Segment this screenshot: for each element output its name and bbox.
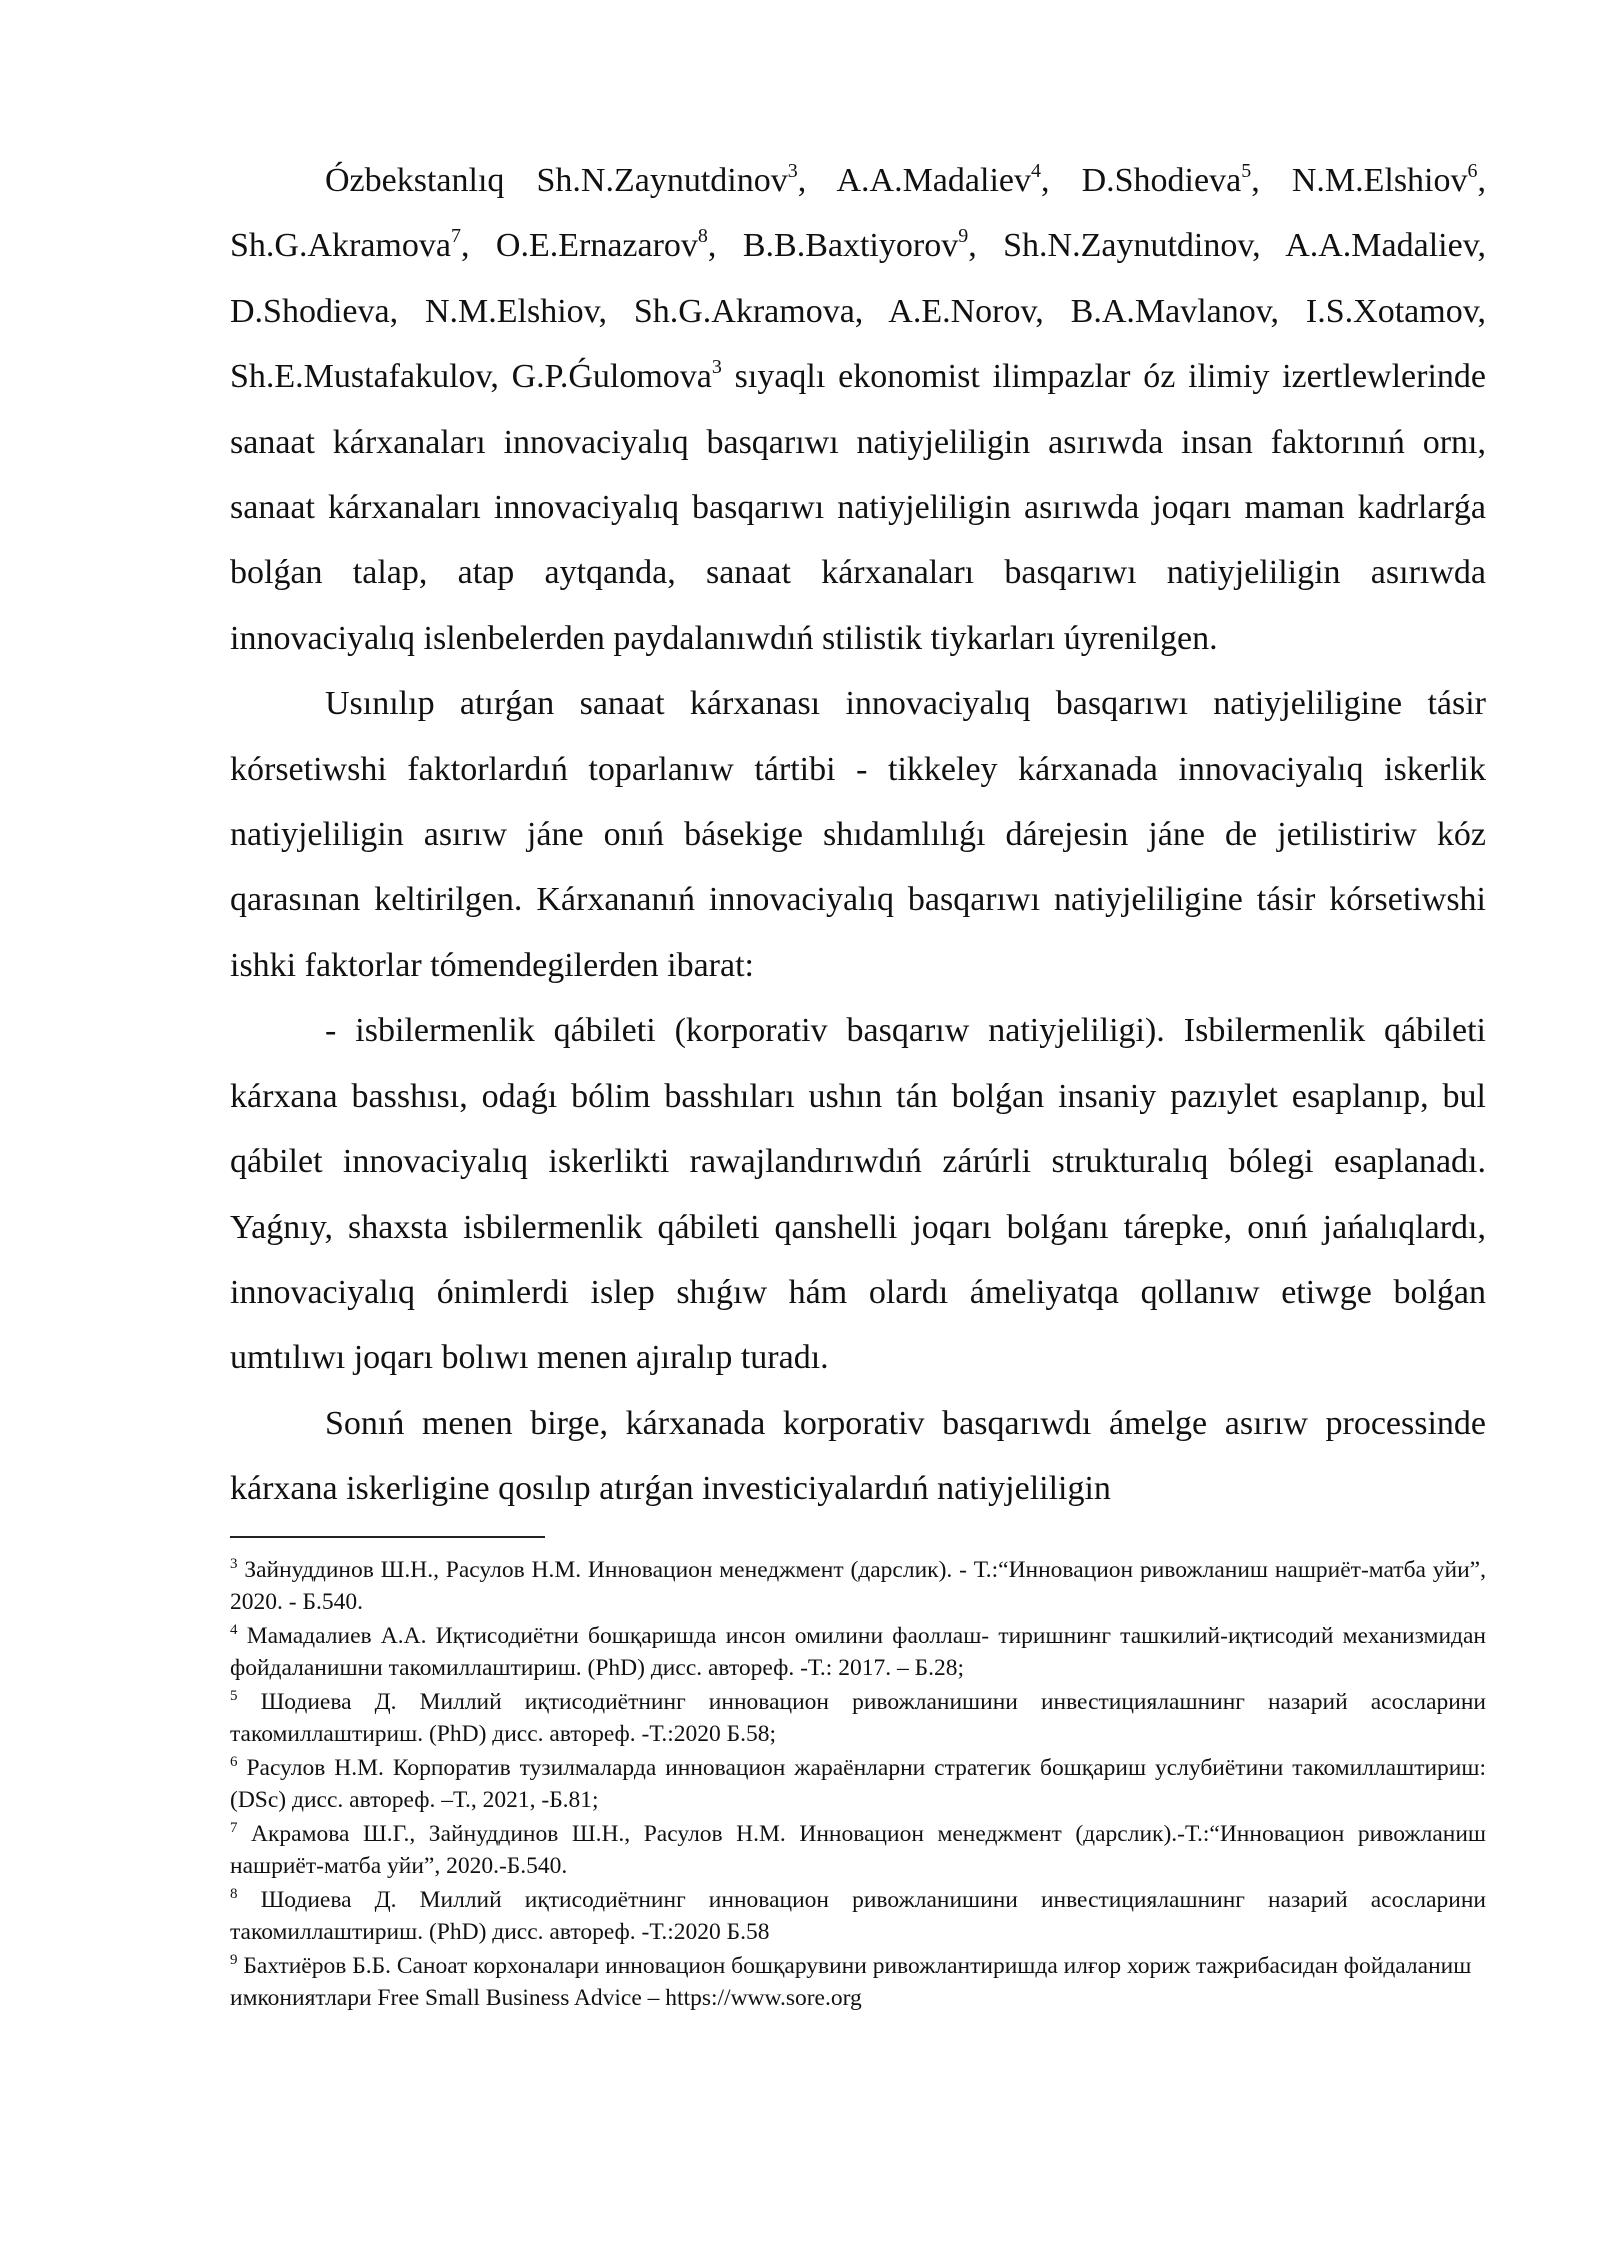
footnote — [230, 1752, 1486, 1817]
footnote — [230, 1686, 1486, 1751]
footnote-number: 7 — [230, 1819, 238, 1836]
footnote — [230, 1950, 1486, 2015]
footnote-number: 9 — [230, 1951, 238, 1968]
footnote-number: 6 — [230, 1753, 238, 1770]
footnote-ref: 9 — [958, 225, 969, 248]
footnote — [230, 1884, 1486, 1949]
footnote-ref: 7 — [450, 225, 461, 248]
footnote-ref: 5 — [1241, 160, 1252, 182]
footnote-text: Мамадалиев А.А. Иқтисодиётни бошқаришда инсон омилини фаоллаш- тиришнинг ташкилий-иқтисодий механизмидан фойдаланишни такомиллаштириш. (PhD) дисс. автореф. -Т.: 2017. – Б.28; — [230, 1622, 1486, 1682]
text-run: Ózbekstanlıq Sh.N.Zaynutdinov — [325, 162, 788, 199]
footnotes — [230, 1554, 1486, 2015]
footnote-text: Расулов Н.М. Корпоратив тузилмаларда инновацион жараёнларни стратегик бошқариш услубиётини такомиллаштириш: (DSc) дисс. автореф. –Т., 2021, -Б.81; — [230, 1754, 1486, 1814]
paragraph-4: Sonıń menen birge, kárxanada korporativ basqarıwdı ámelge asırıw processinde kárxana iskerligine qosılıp atırǵan investiciyalardıń natiyjeliligin — [230, 1404, 1486, 1508]
paragraph-3: - isbilermenlik qábileti (korporativ basqarıw natiyjeliligi). Isbilermenlik qábileti kárxana basshısı, odaǵı bólim basshıları ushın tán bolǵan insaniy pazıylet esaplanıp, bul qábilet innovaciyalıq iskerlikti rawajlandırıwdıń zárúrli strukturalıq bólegi esaplanadı. Yaǵnıy, shaxsta isbilermenlik qábileti qanshelli joqarı bolǵanı tárepke, onıń jańalıqlardı, innovaciyalıq ónimlerdi islep shıǵıw hám olardı ámeliyatqa qollanıw etiwge bolǵan umtılıwı joqarı bolıwı menen ajıralıp turadı. — [230, 1012, 1486, 1377]
paragraph-2: Usınılıp atırǵan sanaat kárxanası innovaciyalıq basqarıwı natiyjeliligine tásir kórsetiwshi faktorlardıń toparlanıw tártibi - tikkeley kárxanada innovaciyalıq iskerlik natiyjeliligin asırıw jáne onıń básekige shıdamlılıǵı dárejesin jáne de jetilistiriw kóz qarasınan keltirilgen. Kárxananıń innovaciyalıq basqarıwı natiyjeliligine tásir kórsetiwshi ishki faktorlar tómendegilerden ibarat: — [230, 685, 1486, 984]
footnote-ref: 6 — [1467, 160, 1478, 182]
text-run: , Sh.G.Akramova — [230, 162, 1486, 265]
text-run: , B.B.Baxtiyorov — [707, 227, 959, 265]
footnote-ref: 3 — [711, 356, 722, 379]
footnote — [230, 1620, 1486, 1685]
text-run: sıyaqlı ekonomist ilimpazlar óz ilimiy izertlewlerinde sanaat kárxanaları innovaciyalıq basqarıwı natiyjeliligin asırıwda insan faktorınıń ornı, sanaat kárxanaları innovaciyalıq basqarıwı natiyjeliligin asırıwda joqarı maman kadrlarǵa bolǵan talap, atap aytqanda, sanaat kárxanaları basqarıwı natiyjeliligin asırıwda innovaciyalıq islenbelerden paydalanıwdıń stilistik tiykarları úyrenilgen. — [230, 358, 1486, 657]
footnote-separator — [230, 1536, 545, 1538]
text-run: , D.Shodieva — [1040, 162, 1242, 199]
footnote — [230, 1554, 1486, 1619]
footnote-number: 4 — [230, 1621, 238, 1638]
footnote-text: Шодиева Д. Миллий иқтисодиётнинг инновацион ривожланишини инвестициялашнинг назарий асосларини такомиллаштириш. (PhD) дисс. автореф. -Т.:2020 Б.58; — [230, 1688, 1486, 1748]
footnote-text: Акрамова Ш.Г., Зайнуддинов Ш.Н., Расулов Н.М. Инновацион менеджмент (дарслик).-Т.:“Инновацион ривожланиш нашриёт-матба уйи”, 2020.-Б.540. — [230, 1820, 1486, 1880]
footnote-number: 5 — [230, 1687, 238, 1704]
footnote-ref: 8 — [697, 225, 708, 248]
text-run: , Sh.N.Zaynutdinov, A.A.Madaliev, D.Shodieva, N.M.Elshiov, Sh.G.Akramova, A.E.Norov, B.A.Mavlanov, I.S.Xotamov, Sh.E.Mustafakulov, G.P.Ǵulomova — [230, 227, 1486, 396]
text-run: , A.A.Madaliev — [797, 162, 1031, 199]
footnote-number: 8 — [230, 1885, 238, 1902]
text-run: , O.E.Ernazarov — [460, 227, 698, 265]
footnote-ref: 3 — [787, 160, 798, 182]
footnote-text: Шодиева Д. Миллий иқтисодиётнинг инновацион ривожланишини инвестициялашнинг назарий асосларини такомиллаштириш. (PhD) дисс. автореф. -Т.:2020 Б.58 — [230, 1886, 1486, 1946]
footnote-text: Бахтиёров Б.Б. Саноат корхоналари инновацион бошқарувини ривожлантиришда илғор хориж тажрибасидан фойдаланиш имкониятлари Free Small Business Advice – https://www.sore.org — [230, 1952, 1472, 2012]
document-page — [230, 148, 1486, 2016]
footnote-text: Зайнуддинов Ш.Н., Расулов Н.М. Инновацион менеджмент (дарслик). - Т.:“Инновацион ривожланиш нашриёт-матба уйи”, 2020. - Б.540. — [230, 1556, 1486, 1616]
text-run: , N.M.Elshiov — [1251, 162, 1468, 199]
footnote-number: 3 — [230, 1555, 238, 1572]
footnote — [230, 1818, 1486, 1883]
footnote-ref: 4 — [1030, 160, 1041, 182]
paragraph-1 — [230, 148, 1486, 671]
